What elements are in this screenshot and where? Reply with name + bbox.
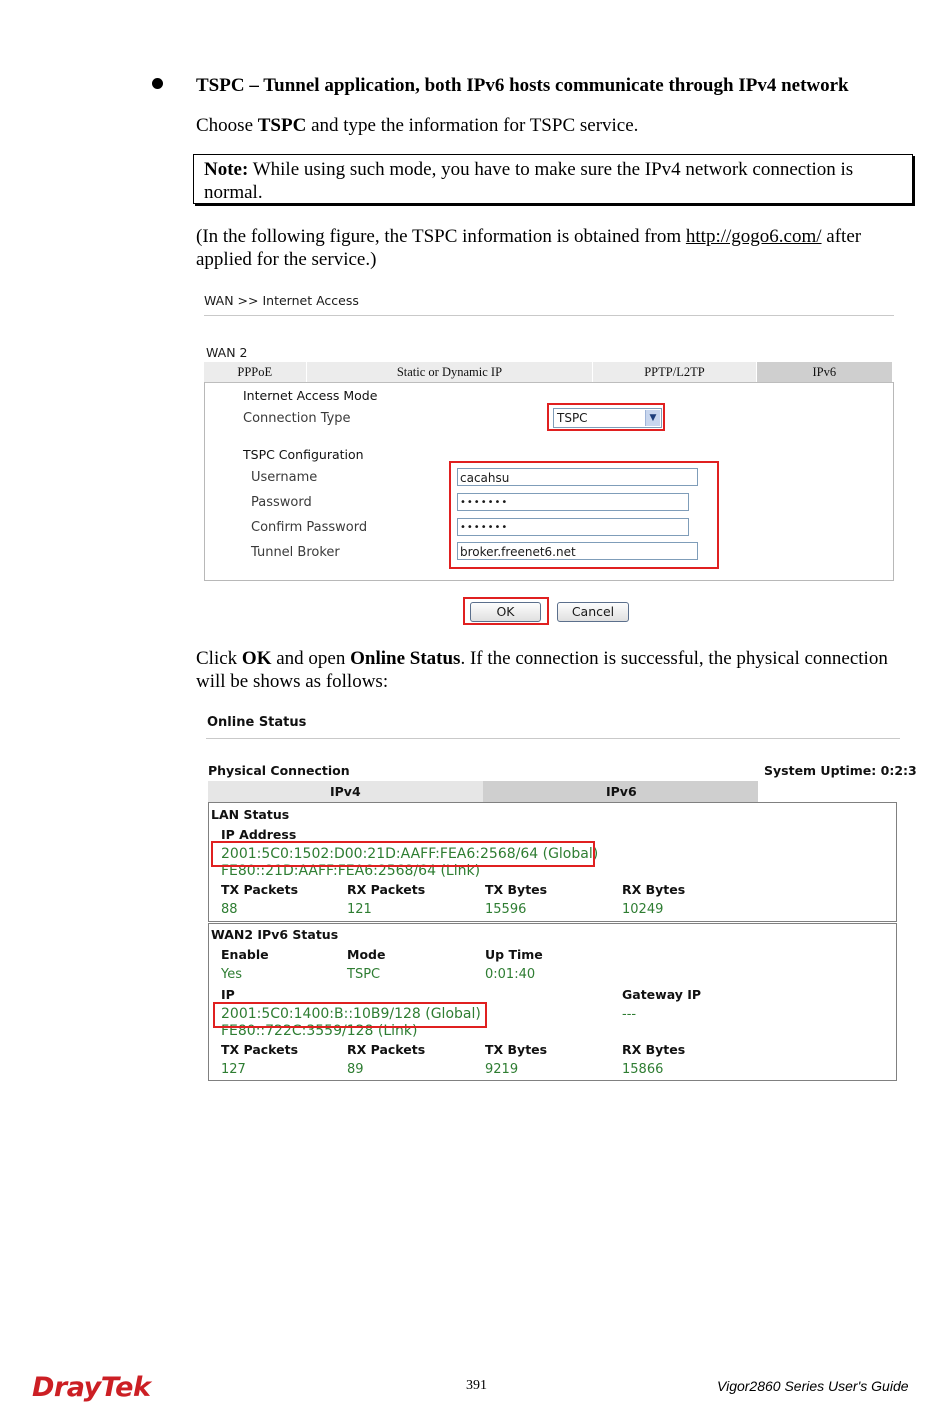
wan-tx-bytes-label: TX Bytes bbox=[485, 1042, 548, 1057]
uptime-label: Up Time bbox=[485, 947, 543, 962]
wan-rx-bytes-value: 15866 bbox=[622, 1062, 664, 1077]
cancel-button[interactable]: Cancel bbox=[557, 602, 629, 622]
highlight-wan-ip bbox=[213, 1002, 487, 1028]
lan-tx-bytes-value: 15596 bbox=[485, 902, 527, 917]
section-heading: TSPC – Tunnel application, both IPv6 hosts communicate through IPv4 network bbox=[196, 75, 849, 96]
tab-ipv4[interactable]: IPv4 bbox=[330, 784, 361, 799]
note-text: Note: While using such mode, you have to make sure the IPv4 network connection is normal. bbox=[204, 159, 854, 203]
wan-tab-bar bbox=[204, 362, 893, 383]
confirm-password-input[interactable]: ••••••• bbox=[457, 518, 689, 536]
online-status-title: Online Status bbox=[207, 715, 307, 730]
ip-address-label: IP Address bbox=[221, 827, 297, 842]
divider bbox=[206, 738, 900, 739]
uptime-value: 0:01:40 bbox=[485, 967, 536, 982]
wan-rx-packets-label: RX Packets bbox=[347, 1042, 426, 1057]
lan-rx-bytes-value: 10249 bbox=[622, 902, 664, 917]
password-label: Password bbox=[251, 495, 312, 510]
gateway-ip-label: Gateway IP bbox=[622, 987, 702, 1002]
system-uptime: System Uptime: 0:2:3 bbox=[764, 763, 917, 778]
tunnel-broker-label: Tunnel Broker bbox=[251, 545, 340, 560]
mode-title: Internet Access Mode bbox=[243, 388, 378, 403]
tab-static-dynamic[interactable]: Static or Dynamic IP bbox=[307, 362, 594, 382]
physical-connection-label: Physical Connection bbox=[208, 763, 350, 778]
lan-status-title: LAN Status bbox=[211, 807, 290, 822]
ok-button[interactable]: OK bbox=[470, 602, 541, 622]
enable-label: Enable bbox=[221, 947, 269, 962]
draytek-logo: DrayTek bbox=[32, 1372, 151, 1403]
lan-tx-bytes-label: TX Bytes bbox=[485, 882, 548, 897]
divider bbox=[204, 315, 894, 316]
intro-paragraph: Choose TSPC and type the information for TSPC service. bbox=[196, 115, 639, 136]
guide-title: Vigor2860 Series User's Guide bbox=[717, 1378, 909, 1394]
bullet-dot bbox=[152, 78, 163, 89]
username-label: Username bbox=[251, 470, 318, 485]
mode-value: TSPC bbox=[347, 967, 381, 982]
tab-ipv6[interactable]: IPv6 bbox=[757, 362, 893, 382]
password-input[interactable]: ••••••• bbox=[457, 493, 689, 511]
wan-tx-bytes-value: 9219 bbox=[485, 1062, 519, 1077]
chevron-down-icon[interactable]: ▼ bbox=[645, 410, 660, 426]
lan-rx-bytes-label: RX Bytes bbox=[622, 882, 686, 897]
tab-pptp[interactable]: PPTP/L2TP bbox=[593, 362, 756, 382]
wan-ip-global: 2001:5C0:1400:B::10B9/128 (Global) bbox=[221, 1006, 481, 1022]
wan2-status-title: WAN2 IPv6 Status bbox=[211, 927, 339, 942]
lan-tx-packets-value: 88 bbox=[221, 902, 238, 917]
enable-value: Yes bbox=[221, 967, 242, 982]
connection-type-label: Connection Type bbox=[243, 411, 351, 426]
breadcrumb: WAN >> Internet Access bbox=[204, 293, 359, 308]
gateway-ip-value: --- bbox=[622, 1007, 637, 1022]
lan-rx-packets-value: 121 bbox=[347, 902, 372, 917]
wan-label: WAN 2 bbox=[206, 345, 248, 360]
lan-tx-packets-label: TX Packets bbox=[221, 882, 299, 897]
lan-rx-packets-label: RX Packets bbox=[347, 882, 426, 897]
wan-tx-packets-value: 127 bbox=[221, 1062, 246, 1077]
wan-rx-bytes-label: RX Bytes bbox=[622, 1042, 686, 1057]
click-paragraph: Click OK and open Online Status. If the connection is successful, the physical connection will be shows as follows: bbox=[196, 648, 888, 692]
figure-paragraph: (In the following figure, the TSPC information is obtained from http://gogo6.com/ after applied for the service.) bbox=[196, 226, 862, 270]
highlight-lan-ip bbox=[211, 841, 595, 867]
tab-pppoe[interactable]: PPPoE bbox=[204, 362, 307, 382]
lan-ip-link: FE80::21D:AAFF:FEA6:2568/64 (Link) bbox=[221, 863, 481, 879]
wan-rx-packets-value: 89 bbox=[347, 1062, 364, 1077]
connection-type-select[interactable]: TSPC ▼ bbox=[553, 408, 662, 428]
confirm-password-label: Confirm Password bbox=[251, 520, 368, 535]
tab-ipv6-status[interactable]: IPv6 bbox=[606, 784, 637, 799]
tunnel-broker-input[interactable]: broker.freenet6.net bbox=[457, 542, 698, 560]
tspc-title: TSPC Configuration bbox=[243, 447, 364, 462]
lan-ip-global: 2001:5C0:1502:D00:21D:AAFF:FEA6:2568/64 (Global) bbox=[221, 846, 599, 862]
username-input[interactable]: cacahsu bbox=[457, 468, 698, 486]
wan-ip-label: IP bbox=[221, 987, 235, 1002]
page-number: 391 bbox=[466, 1378, 487, 1393]
wan-ip-link: FE80::722C:3559/128 (Link) bbox=[221, 1023, 418, 1039]
wan-tx-packets-label: TX Packets bbox=[221, 1042, 299, 1057]
gogo6-link[interactable]: http://gogo6.com/ bbox=[685, 226, 822, 247]
mode-label: Mode bbox=[347, 947, 386, 962]
